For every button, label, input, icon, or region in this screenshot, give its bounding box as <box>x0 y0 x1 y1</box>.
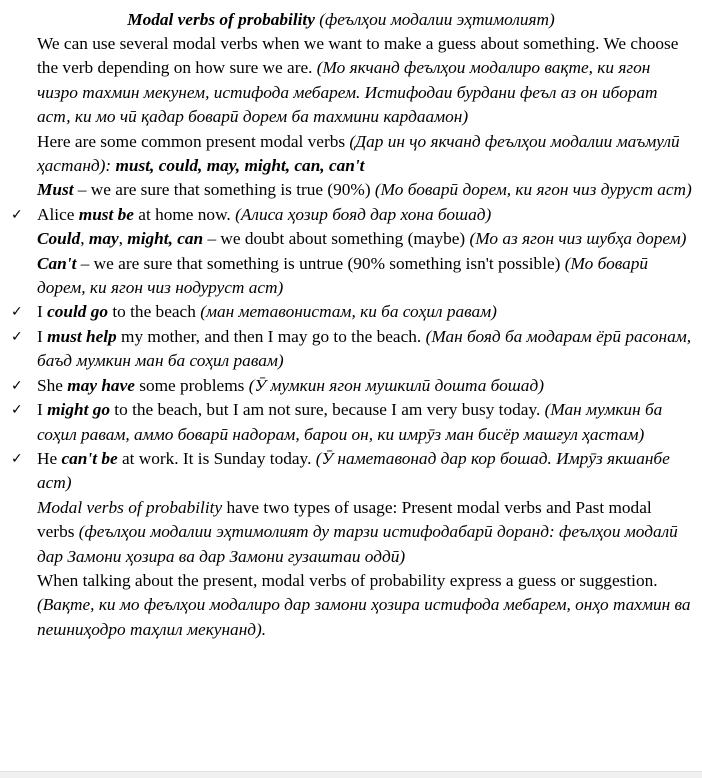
present-list-verbs: must, could, may, might, can, can't <box>115 156 365 176</box>
ex-modal: may have <box>67 375 135 395</box>
title-main: Modal verbs of probability <box>127 10 315 29</box>
ex-text: I <box>37 400 48 420</box>
present-note-en: When talking about the present, modal verbs of probability express a guess or suggestion. <box>37 570 658 590</box>
ex-text: to the beach <box>108 302 201 322</box>
ex-text: to the beach, but I am not sure, because I am very busy today. <box>109 400 541 420</box>
present-list-paragraph <box>37 130 692 179</box>
ex-translation: (Ӯ наметавонад дар кор бошад. Имрӯз якшанбе аст) <box>37 448 670 493</box>
list-item-might-go <box>11 398 692 447</box>
cant-word: Can't <box>37 253 77 273</box>
present-list-tj: (Дар ин ҷо якчанд феълҳои модалии маъмулӣ ҳастанд): <box>37 131 680 176</box>
list-item-alice <box>11 203 692 227</box>
page-title <box>0 8 702 32</box>
checkmark-icon: ✓ <box>11 304 23 321</box>
cant-definition <box>37 252 692 301</box>
must-tj: (Мо боварӣ дорем, ки ягон чиз дуруст аст) <box>374 180 692 200</box>
present-note-paragraph <box>37 569 692 642</box>
could-en: – we doubt about something (maybe) <box>203 229 466 249</box>
ex-translation: (Ман бояд ба модарам ёрӣ расонам, баъд мумкин ман ба соҳил равам) <box>37 326 692 371</box>
ex-translation: (Алиса ҳозир бояд дар хона бошад) <box>235 204 492 224</box>
ex-translation: (Ӯ мумкин ягон мушкилӣ дошта бошад) <box>248 375 544 395</box>
could-definition <box>37 227 692 251</box>
checkmark-icon: ✓ <box>11 206 23 223</box>
cant-en: – we are sure that something is untrue (90% something isn't possible) <box>76 253 561 273</box>
intro-tj: (Мо якчанд феълҳои модалиро вақте, ки ягон чизро тахмин мекунем, истифода мебарем. Истифодаи бурдани феъл аз он иборат аст, ки мо чӣ қадар боварӣ дорем ба тахмини кардаамон) <box>37 58 658 127</box>
ex-translation: (Ман мумкин ба соҳил равам, аммо боварӣ надорам, барои он, ки имрӯз ман бисёр машғул ҳастам) <box>37 400 663 444</box>
usage-paragraph <box>37 496 692 569</box>
ex-modal: must help <box>47 326 117 346</box>
ex-text: my mother, and then I may go to the beach. <box>116 326 422 346</box>
page-bottom-edge <box>0 771 702 778</box>
ex-text: I <box>37 326 48 346</box>
ex-modal: might go <box>47 400 110 420</box>
list-item-cant-be <box>11 447 692 496</box>
intro-en: We can use several modal verbs when we want to make a guess about something. We choose the verb depending on how sure we are. <box>37 34 679 78</box>
list-item-could-go <box>11 300 692 324</box>
ex-text: some problems <box>134 375 249 395</box>
list-item-must-help <box>11 325 692 374</box>
usage-en: have two types of usage: Present modal verbs and Past modal verbs <box>37 497 652 542</box>
could-tj: (Мо аз ягон чиз шубҳа дорем) <box>469 229 687 249</box>
may-word: may <box>88 229 119 249</box>
must-definition <box>37 178 692 202</box>
cant-tj: (Мо боварӣ дорем, ки ягон чиз нодуруст аст) <box>37 253 649 298</box>
list-item-may-have <box>11 374 692 398</box>
ex-text: at home now. <box>133 204 231 224</box>
could-word: Could <box>37 229 81 249</box>
intro-paragraph <box>37 32 692 130</box>
sep: , <box>80 229 89 249</box>
ex-text: She <box>37 375 68 395</box>
sep: , <box>118 229 128 249</box>
usage-tj: (феълҳои модалии эҳтимолият ду тарзи истифодабарӣ доранд: феълҳои модалӣ дар Замони ҳозира ва дар Замони гузаштаи оддӣ) <box>37 522 678 566</box>
might-can-word: might, can <box>127 229 204 249</box>
present-list-en: Here are some common present modal verbs <box>37 131 346 151</box>
ex-modal: could go <box>47 302 109 322</box>
document-body <box>0 8 702 642</box>
ex-text: at work. It is Sunday today. <box>117 448 316 468</box>
ex-text: He <box>37 448 62 468</box>
title-translation: (феълҳои модалии эҳтимолият) <box>319 10 555 29</box>
must-en: – we are sure that something is true (90%) <box>73 180 371 200</box>
ex-text: I <box>37 302 48 322</box>
usage-term: Modal verbs of probability <box>37 497 223 517</box>
present-note-tj: (Вақте, ки мо феълҳои модалиро дар замони ҳозира истифода мебарем, онҳо тахмин ва пешниҳодро таҳлил мекунанд). <box>37 595 691 639</box>
must-word: Must <box>37 180 74 200</box>
checkmark-icon: ✓ <box>11 402 23 419</box>
ex-modal: must be <box>78 204 134 224</box>
checkmark-icon: ✓ <box>11 328 23 345</box>
checkmark-icon: ✓ <box>11 377 23 394</box>
ex-modal: can't be <box>61 448 118 468</box>
ex-translation: (ман метавонистам, ки ба соҳил равам) <box>200 302 497 322</box>
checkmark-icon: ✓ <box>11 450 23 467</box>
ex-text: Alice <box>37 204 79 224</box>
